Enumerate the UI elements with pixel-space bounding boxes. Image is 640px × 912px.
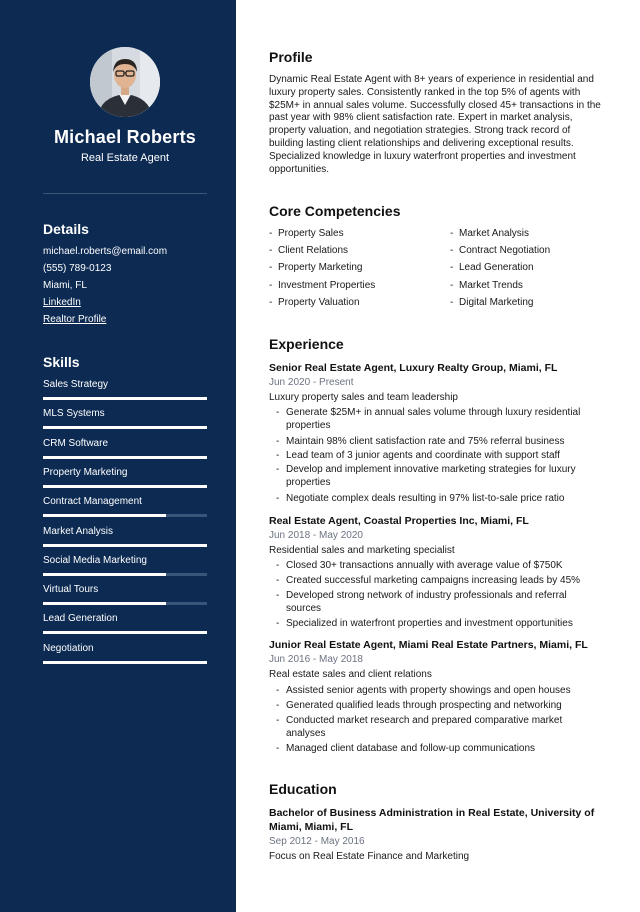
realtor-profile-link[interactable]: Realtor Profile <box>43 314 107 325</box>
dash-bullet-icon: - <box>450 262 454 274</box>
skill-bar-fill <box>43 485 207 488</box>
education-heading: Education <box>269 781 337 797</box>
skills-heading: Skills <box>43 354 80 370</box>
job-bullet <box>276 714 591 740</box>
job-summary: Real estate sales and client relations <box>269 669 432 680</box>
skill-label: Sales Strategy <box>43 379 109 390</box>
skill-item <box>43 408 207 419</box>
skill-item <box>43 526 207 537</box>
job-bullet-text: Specialized in waterfront properties and investment opportunities <box>286 618 573 629</box>
dash-bullet-icon: - <box>269 245 273 257</box>
competencies-heading: Core Competencies <box>269 203 401 219</box>
skill-bar-track <box>43 426 207 429</box>
competency-item <box>450 228 529 239</box>
skill-item <box>43 496 207 507</box>
job-bullet <box>276 435 591 448</box>
job-bullet <box>276 406 591 432</box>
dash-bullet-icon: - <box>269 228 273 239</box>
job-bullet-text: Assisted senior agents with property showings and open houses <box>286 685 571 696</box>
competency-item <box>450 280 523 291</box>
job-bullet-text: Maintain 98% client satisfaction rate and 75% referral business <box>286 436 565 447</box>
skill-bar-track <box>43 456 207 459</box>
dash-bullet-icon: - <box>276 464 280 475</box>
skill-label: Social Media Marketing <box>43 554 147 566</box>
dash-bullet-icon: - <box>450 245 454 257</box>
dash-bullet-icon: - <box>269 279 273 291</box>
sidebar <box>0 0 236 912</box>
skill-item <box>43 643 207 654</box>
competency-item <box>450 262 534 273</box>
job-dates: Jun 2018 - May 2020 <box>269 530 363 541</box>
skill-label: Contract Management <box>43 496 142 508</box>
skill-bar-track <box>43 397 207 400</box>
email-text[interactable]: michael.roberts@email.com <box>43 246 168 257</box>
dash-bullet-icon: - <box>276 715 280 726</box>
dash-bullet-icon: - <box>276 618 280 629</box>
skill-label: Market Analysis <box>43 525 114 537</box>
competency-label: Digital Marketing <box>459 296 534 308</box>
job-bullet-text: Generate $25M+ in annual sales volume through luxury residential properties <box>286 407 581 432</box>
competency-label: Client Relations <box>278 245 349 257</box>
skill-item <box>43 467 207 478</box>
job-bullet <box>276 589 591 615</box>
skill-bar-fill <box>43 573 166 576</box>
job-title: Senior Real Estate Agent, Luxury Realty Group, Miami, FL <box>269 362 558 374</box>
dash-bullet-icon: - <box>276 590 280 601</box>
skill-item <box>43 584 207 595</box>
skill-bar-track <box>43 631 207 634</box>
skill-bar-fill <box>43 514 166 517</box>
candidate-name: Michael Roberts <box>53 127 197 147</box>
skill-item <box>43 555 207 566</box>
competency-label: Property Sales <box>278 228 344 239</box>
skill-label: Virtual Tours <box>43 584 99 596</box>
experience-heading: Experience <box>269 336 344 352</box>
dash-bullet-icon: - <box>269 262 273 274</box>
job-bullet <box>276 559 591 572</box>
job-bullet-text: Closed 30+ transactions annually with average value of $750K <box>286 560 563 571</box>
job-summary: Luxury property sales and team leadership <box>269 392 458 403</box>
profile-summary: Dynamic Real Estate Agent with 8+ years of experience in residential and luxury property sales. Consistently ranked in the top 5% of agents with $25M+ in annual sales volume. Successfully closed 45+ transactions in the past year with 98% client satisfaction rate. Expert in market analysis, property valuation, and negotiation strategies. Strong track record of building lasting client relationships and delivering exceptional results. Specialized knowledge in luxury waterfront properties and investment opportunities. <box>269 74 601 175</box>
candidate-role: Real Estate Agent <box>80 152 170 164</box>
dash-bullet-icon: - <box>276 743 280 754</box>
competency-item <box>269 262 362 273</box>
competency-label: Market Analysis <box>459 228 530 239</box>
job-bullet-text: Developed strong network of industry professionals and referral sources <box>286 590 567 615</box>
location-text: Miami, FL <box>43 280 87 291</box>
job-title: Real Estate Agent, Coastal Properties Inc, Miami, FL <box>269 515 529 527</box>
job-bullet-text: Managed client database and follow-up communications <box>286 743 536 754</box>
job-bullet <box>276 574 591 587</box>
job-title: Junior Real Estate Agent, Miami Real Estate Partners, Miami, FL <box>269 639 588 651</box>
skill-bar-fill <box>43 602 166 605</box>
job-bullet-text: Lead team of 3 junior agents and coordinate with support staff <box>286 450 560 461</box>
skill-bar-track <box>43 514 207 517</box>
skill-bar-fill <box>43 631 207 634</box>
education-degree: Bachelor of Business Administration in Real Estate, University of Miami, Miami, FL <box>269 807 595 833</box>
skill-item <box>43 438 207 449</box>
job-summary: Residential sales and marketing specialist <box>269 545 455 556</box>
linkedin-link[interactable]: LinkedIn <box>43 297 81 308</box>
dash-bullet-icon: - <box>276 700 280 711</box>
competency-label: Market Trends <box>459 279 523 291</box>
skill-bar-fill <box>43 456 207 459</box>
skill-bar-track <box>43 661 207 664</box>
dash-bullet-icon: - <box>276 560 280 571</box>
job-bullet <box>276 742 591 755</box>
dash-bullet-icon: - <box>276 450 280 461</box>
phone-text: (555) 789-0123 <box>43 263 112 274</box>
job-bullet-text: Negotiate complex deals resulting in 97% list-to-sale price ratio <box>286 493 565 504</box>
skill-bar-track <box>43 573 207 576</box>
dash-bullet-icon: - <box>276 436 280 447</box>
job-bullet <box>276 684 591 697</box>
competency-item <box>269 245 348 256</box>
dash-bullet-icon: - <box>276 493 280 504</box>
skill-label: Negotiation <box>43 642 94 654</box>
skill-bar-track <box>43 485 207 488</box>
skill-bar-track <box>43 602 207 605</box>
skill-bar-fill <box>43 544 207 547</box>
competency-item <box>269 297 360 308</box>
skill-label: Lead Generation <box>43 613 118 625</box>
skill-label: MLS Systems <box>43 408 105 420</box>
job-dates: Jun 2020 - Present <box>269 377 354 388</box>
profile-heading: Profile <box>269 49 313 65</box>
job-bullet <box>276 699 591 712</box>
skill-item <box>43 613 207 624</box>
job-bullet-text: Generated qualified leads through prospecting and networking <box>286 700 562 711</box>
sidebar-divider <box>43 193 207 194</box>
skill-label: CRM Software <box>43 437 109 449</box>
job-bullet <box>276 463 591 489</box>
details-heading: Details <box>43 221 89 237</box>
skill-bar-fill <box>43 397 207 400</box>
dash-bullet-icon: - <box>276 575 280 586</box>
job-bullet <box>276 617 591 630</box>
person-photo-icon <box>90 47 160 117</box>
competency-item <box>269 228 344 239</box>
skill-bar-fill <box>43 426 207 429</box>
competency-label: Investment Properties <box>278 279 376 291</box>
dash-bullet-icon: - <box>450 279 454 291</box>
job-dates: Jun 2016 - May 2018 <box>269 654 363 665</box>
dash-bullet-icon: - <box>450 228 454 239</box>
job-bullet-text: Conducted market research and prepared comparative market analyses <box>286 715 563 740</box>
competency-label: Property Valuation <box>278 296 360 308</box>
education-focus: Focus on Real Estate Finance and Marketing <box>269 851 470 862</box>
job-bullet-text: Develop and implement innovative marketing strategies for luxury properties <box>286 464 576 489</box>
job-bullet <box>276 492 591 505</box>
competency-label: Property Marketing <box>278 262 363 274</box>
dash-bullet-icon: - <box>450 296 454 308</box>
dash-bullet-icon: - <box>269 296 273 308</box>
job-bullet-text: Created successful marketing campaigns increasing leads by 45% <box>286 575 581 586</box>
avatar <box>90 47 160 117</box>
competency-item <box>450 245 550 256</box>
competency-label: Lead Generation <box>459 262 534 274</box>
competency-item <box>450 297 533 308</box>
competency-item <box>269 280 375 291</box>
skill-bar-track <box>43 544 207 547</box>
skill-label: Property Marketing <box>43 466 128 478</box>
competency-label: Contract Negotiation <box>459 245 551 257</box>
job-bullet <box>276 449 591 462</box>
skill-item <box>43 379 207 390</box>
dash-bullet-icon: - <box>276 407 280 418</box>
dash-bullet-icon: - <box>276 685 280 696</box>
skill-bar-fill <box>43 661 207 664</box>
education-dates: Sep 2012 - May 2016 <box>269 836 365 847</box>
